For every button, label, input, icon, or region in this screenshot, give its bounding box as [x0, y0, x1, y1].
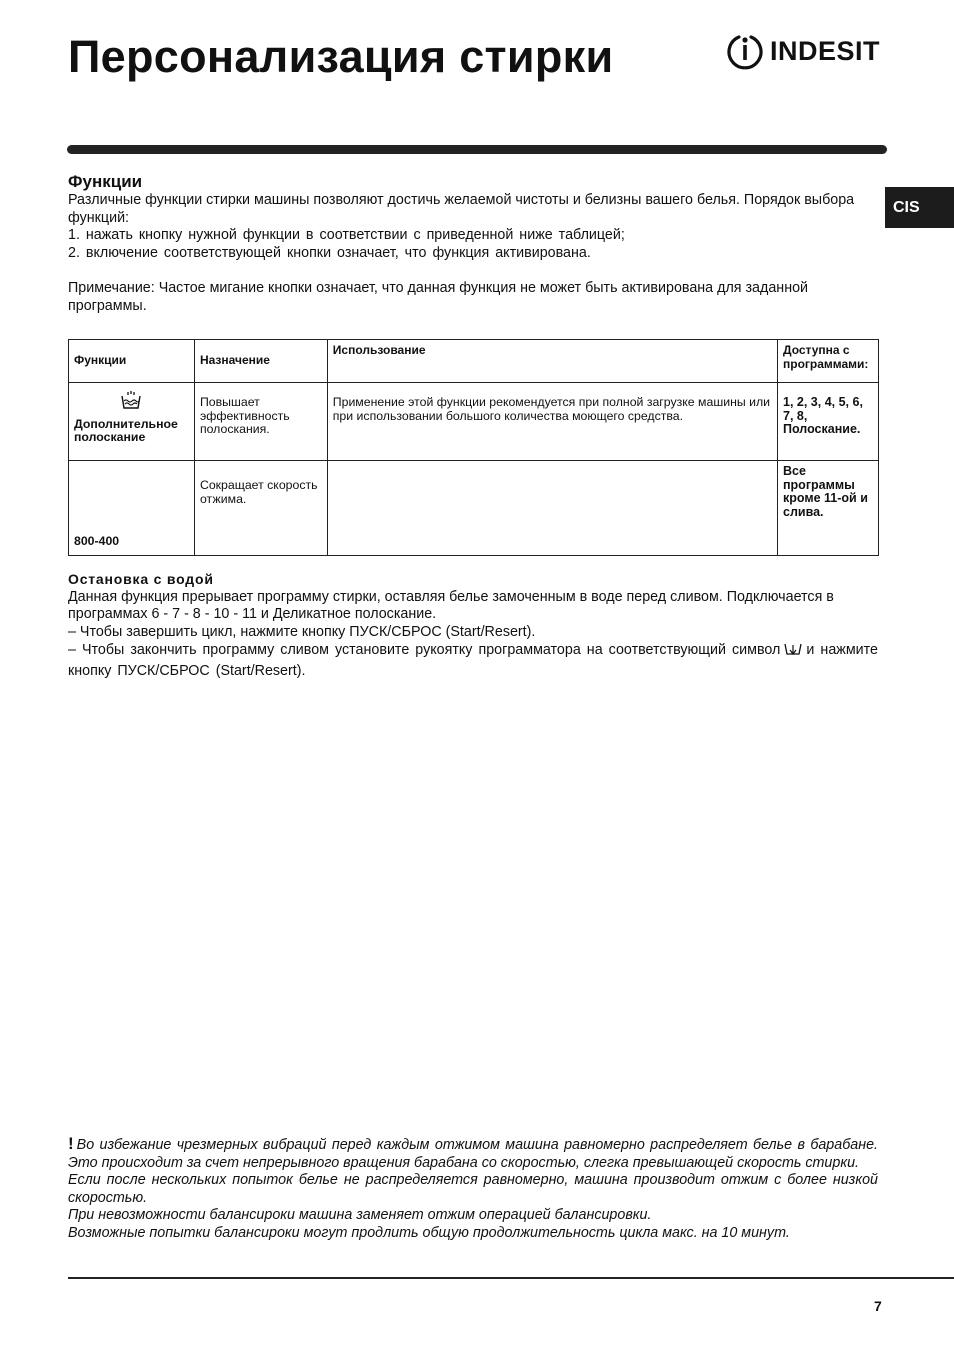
water-stop-step-2	[68, 641, 878, 680]
warning-text-4: Возможные попытки балансироки могут продлить общую продолжительность цикла макс. на 10 минут.	[68, 1224, 790, 1241]
water-stop-section	[68, 571, 878, 681]
drain-icon	[783, 641, 803, 663]
functions-heading: Функции	[68, 172, 143, 191]
warning-text-3: При невозможности балансироки машина заменяет отжим операцией балансировки.	[68, 1207, 652, 1224]
header-purpose: Назначение	[194, 340, 327, 383]
cell-purpose: Повышает эффективность полоскания.	[194, 383, 327, 461]
functions-note: Примечание: Частое мигание кнопки означает, что данная функция не может быть активирована для заданной программы.	[68, 279, 809, 314]
table-row	[69, 461, 879, 556]
brand-name: INDESIT	[770, 35, 881, 66]
header-programs: Доступна с программами:	[778, 340, 879, 383]
function-name: Дополнительное полоскание	[74, 416, 178, 445]
language-tab: CIS	[885, 187, 954, 228]
balancing-warning	[68, 1135, 878, 1243]
cell-function	[69, 461, 195, 556]
header-function: Функции	[69, 340, 195, 383]
cell-usage: Применение этой функции рекомендуется при полной загрузке машины или при использовании большого количества моющего средства.	[327, 383, 777, 461]
page-number: 7	[874, 1298, 882, 1314]
cell-purpose: Сокращает скорость отжима.	[194, 461, 327, 556]
warning-text-2: Если после нескольких попыток белье не распределяется равномерно, машина производит отжим с более низкой скоростью.	[68, 1172, 878, 1206]
cell-function	[69, 383, 195, 461]
warning-text-1: Во избежание чрезмерных вибраций перед каждым отжимом машина равномерно распределяет белье в барабане. Это происходит за счет непрерывного вращения барабана со скоростью, слегка превышающей скорость стирки.	[68, 1137, 878, 1171]
footer-divider	[68, 1277, 954, 1279]
cell-usage	[327, 461, 777, 556]
functions-step-1: 1. нажать кнопку нужной функции в соответствии с приведенной ниже таблицей;	[68, 227, 625, 244]
water-stop-step-2-text: – Чтобы закончить программу сливом установите рукоятку программатора на соответствующий символ	[68, 642, 781, 659]
indesit-logo-icon	[726, 32, 764, 70]
functions-step-2: 2. включение соответствующей кнопки означает, что функция активирована.	[68, 244, 591, 261]
functions-intro: Различные функции стирки машины позволяют достичь желаемой чистоты и белизны вашего белья. Порядок выбора функций:	[68, 192, 855, 226]
functions-section	[68, 172, 878, 315]
functions-table	[68, 339, 879, 556]
header-usage: Использование	[327, 340, 777, 383]
header-divider	[67, 145, 887, 154]
water-stop-description: Данная функция прерывает программу стирки, оставляя белье замоченным в воде перед сливом. Подключается в программах 6 - 7 - 8 - 10 - 11 и Деликатное полоскание.	[68, 588, 834, 623]
table-row	[69, 383, 879, 461]
water-stop-step-2-end: и нажмите кнопку ПУСК/СБРОС (Start/Resert).	[68, 642, 878, 679]
cell-programs: 1, 2, 3, 4, 5, 6, 7, 8, Полоскание.	[778, 383, 879, 461]
warning-paragraph	[68, 1135, 878, 1172]
function-name: 800-400	[74, 534, 120, 549]
water-stop-step-1: – Чтобы завершить цикл, нажмите кнопку ПУСК/СБРОС (Start/Resert).	[68, 623, 536, 640]
brand-logo	[726, 32, 880, 70]
table-header-row	[69, 340, 879, 383]
cell-programs: Все программы кроме 11-ой и слива.	[778, 461, 879, 556]
water-stop-heading: Остановка с водой	[68, 571, 214, 587]
warning-mark: !	[68, 1134, 74, 1153]
extra-rinse-icon	[74, 390, 189, 414]
page-title: Персонализация стирки	[68, 31, 614, 82]
